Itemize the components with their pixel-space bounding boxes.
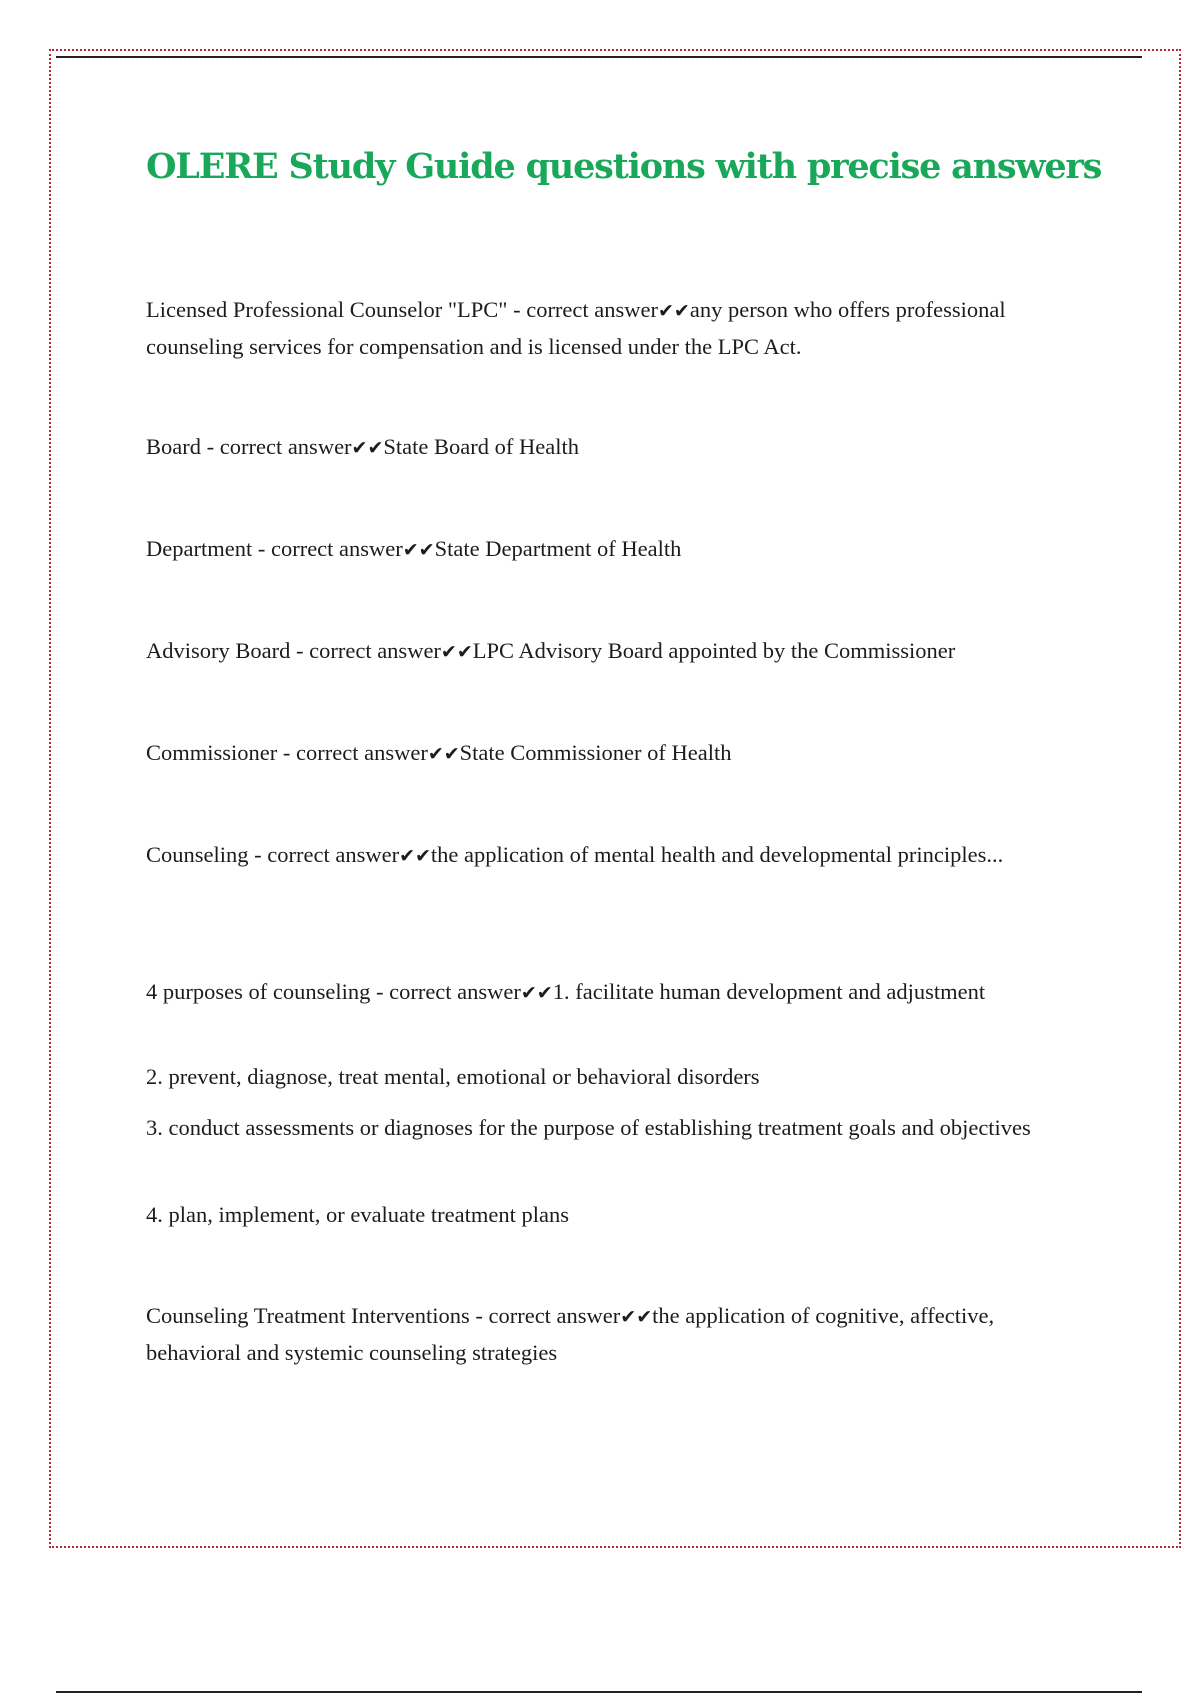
entry-term: Counseling [146,842,249,867]
entry-answer: the application of mental health and developmental principles... [430,842,1004,867]
entry-separator: - [370,979,390,1004]
entry-term: Commissioner [146,740,278,765]
qa-entry-lpc [146,292,1086,364]
qa-entry-department [146,531,1086,568]
correct-answer-label: correct answer [488,1303,621,1328]
entry-answer: any person who offers professional counseling services for compensation and is licensed under the LPC Act. [146,297,1006,359]
footer-rule [56,1691,1142,1693]
qa-entry-advisory-board [146,633,1086,670]
qa-entry-treatment-interventions [146,1298,1086,1370]
double-check-icon: ✔✔ [351,437,384,459]
purpose-list-item-4: 4. plan, implement, or evaluate treatment plans [146,1202,569,1227]
entry-separator: - [248,842,268,867]
purpose-list-item-2: 2. prevent, diagnose, treat mental, emotional or behavioral disorders [146,1064,760,1089]
entry-answer: State Board of Health [383,434,579,459]
page-title: OLERE Study Guide questions with precise answers [146,146,1102,187]
correct-answer-label: correct answer [389,979,521,1004]
entry-term: Licensed Professional Counselor "LPC" [146,297,508,322]
double-check-icon: ✔✔ [620,1306,653,1328]
purpose-list-item-3: 3. conduct assessments or diagnoses for the purpose of establishing treatment goals and objectives [146,1115,1031,1140]
correct-answer-label: correct answer [526,297,658,322]
qa-entry-commissioner [146,735,1086,772]
entry-separator: - [201,434,220,459]
entry-separator: - [277,740,297,765]
entry-separator: - [507,297,527,322]
entry-answer: LPC Advisory Board appointed by the Commissioner [472,638,956,663]
entry-answer: 1. facilitate human development and adjustment [552,979,986,1004]
double-check-icon: ✔✔ [440,641,473,663]
double-check-icon: ✔✔ [399,845,431,867]
correct-answer-label: correct answer [270,536,403,561]
correct-answer-label: correct answer [219,434,352,459]
qa-entry-purposes-of-counseling [146,974,1086,1011]
entry-term: Board [146,434,201,459]
entry-answer: State Department of Health [434,536,682,561]
entry-separator: - [469,1303,489,1328]
header-rule [56,56,1142,58]
entry-term: 4 purposes of counseling [146,979,371,1004]
entry-term: Counseling Treatment Interventions [146,1303,470,1328]
double-check-icon: ✔✔ [520,982,553,1004]
correct-answer-label: correct answer [296,740,428,765]
entry-separator: - [290,638,310,663]
qa-entry-counseling [146,837,1086,874]
entry-term: Advisory Board [146,638,291,663]
correct-answer-label: correct answer [309,638,441,663]
correct-answer-label: correct answer [267,842,400,867]
double-check-icon: ✔✔ [427,743,460,765]
double-check-icon: ✔✔ [658,300,690,322]
entry-term: Department [146,536,253,561]
entry-answer: the application of cognitive, affective, behavioral and systemic counseling strategies [146,1303,995,1365]
double-check-icon: ✔✔ [402,539,435,561]
qa-entry-board [146,429,1086,466]
entry-answer: State Commissioner of Health [459,740,732,765]
entry-separator: - [252,536,271,561]
